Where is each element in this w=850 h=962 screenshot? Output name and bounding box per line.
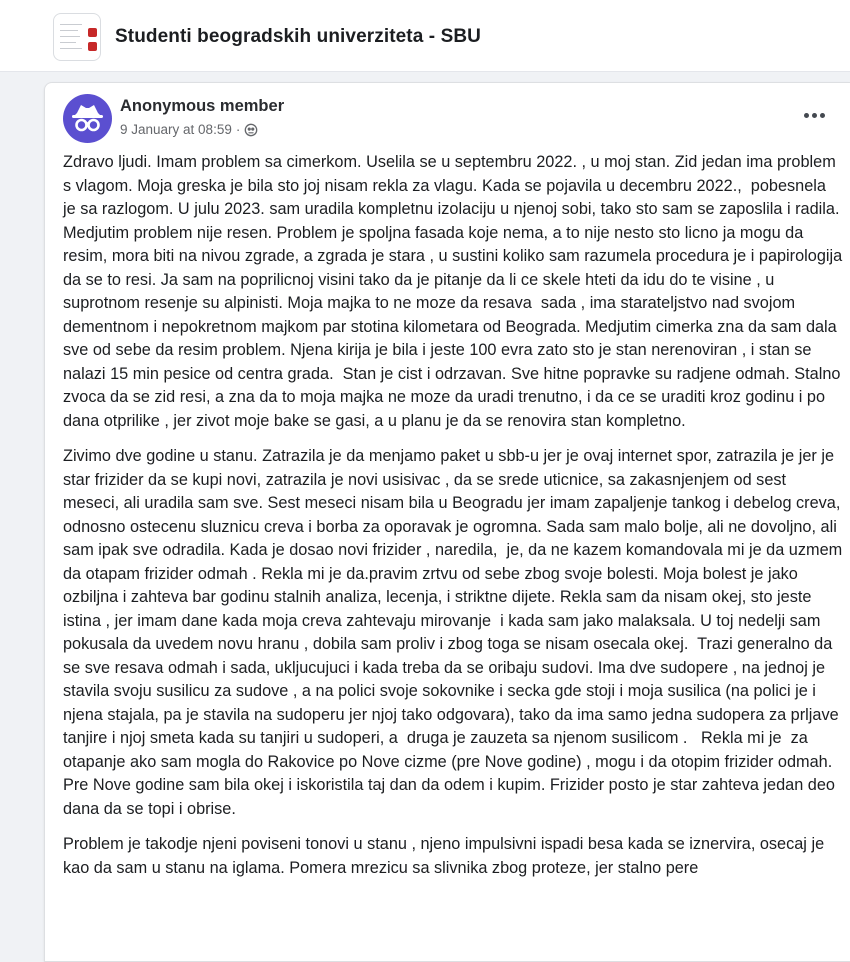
post-paragraph-1: Zdravo ljudi. Imam problem sa cimerkom. Uselila se u septembru 2022. , u moj stan. Zid jedan ima problem s vlagom. Moja greska je bila sto joj nisam rekla za vlagu. Kada se pojavila u decembru 2022., pobesnela je sa razlogom. U julu 2023. sam uradila kompletnu izolaciju u njenoj sobi, tako sto sam se zaposlila i radila. Medjutim problem nije resen. Problem je spoljna fasada koje nema, a to nije nesto sto licno ja mogu da resim, mora biti na nivou zgrade, a zgrada je stara , u sustini koliko sam razumela procedura je i papirologija da se to resi. Ja sam na poprilicnoj visini tako da je pitanje da li ce skele hteti da idu do te visine , u suprotnom resenje su alpinisti. Moja majka to ne moze da resava sada , ima starateljstvo nad svojom dementnom i nepokretnom majkom par stotina kilometara od Beograda. Medjutim cimerka zna da sam dala sve od sebe da resim problem. Njena kirija je bila i jeste 100 evra zato sto je stan nerenoviran , i stan se nalazi 15 min pesice od centra grada. Stan je cist i odrzavan. Sve hitne popravke su radjene odmah. Stalno zvoca da se zid resi, a zna da to moja majka ne moze da uradi trenutno, i da ce se uraditi kroz godinu i po dana otprilike , jer zivot moje bake se gasi, a u planu je da se renovira stan kompletno. <box>63 153 843 430</box>
globe-icon[interactable] <box>244 123 258 137</box>
anonymous-incognito-icon[interactable] <box>63 94 112 143</box>
group-cover-thumbnail[interactable] <box>53 13 101 61</box>
post-body <box>63 151 847 892</box>
meta-separator: · <box>235 122 241 137</box>
post-paragraph-3: Problem je takodje njeni poviseni tonovi u stanu , njeno impulsivni ispadi besa kada se iznervira, osecaj je kao da sam u stanu na iglama. Pomera mrezicu sa slivnika zbog proteze, jer stalno pere <box>63 835 829 877</box>
post-timestamp[interactable]: 9 January at 08:59 <box>120 122 232 137</box>
group-name[interactable]: Studenti beogradskih univerziteta - SBU <box>115 26 482 47</box>
post-author[interactable]: Anonymous member <box>120 97 285 115</box>
post-meta <box>120 122 258 137</box>
post-paragraph-2: Zivimo dve godine u stanu. Zatrazila je da menjamo paket u sbb-u jer je ovaj internet spor, zatrazila je jer je star frizider da se kupi novi, zatrazila je novi usisivac , da se srede uticnice, sa zakasnjenjem od sest meseci, ali uradila sam sve. Sest meseci nisam bila u Beogradu jer imam zapaljenje tankog i debelog creva, odnosno ostecenu sluznicu creva i borba za oporavak je ogromna. Sada sam malo bolje, ali ne dovoljno, ali sam ipak sve odradila. Kada je dosao novi frizider , naredila, je, da ne kazem komandovala mi je da uzmem da otapam frizider odmah . Rekla mi je da.pravim zrtvu od sebe zbog svoje bolesti. Moja bolest je jako ozbiljna i zahteva bar godinu stalnih analiza, lecenja, i striktne dijete. Rekla sam da nisam okej, sto jeste istina , jer imam dane kada moja creva zahtevaju mirovanje i kada sam jako malaksala. U toj nedelji sam pokusala da uvedem novu hranu , dobila sam proliv i zbog toga se nisam osecala okej. Trazi generalno da se sve resava odmah i sada, ukljucujuci i kada treba da se oribaju sudovi. Ima dve sudopere , na jednoj je stavila svoju susilicu za sudove , a na polici svoje sokovnike i secka gde stoji i moja susilica (na polici je i njena stajala, pa je stavila na sudoperu jer njoj tako odgovara), tako da ima samo jedna sudopera za prljave tanjire i njoj smeta kada su tanjiri u sudoperi, a druga je zauzeta sa njenom susilicom . Rekla mi je za otapanje ako sam mogla do Rakovice po Nove cizme (pre Nove godine) , mogu i da otopim frizider odmah. Pre Nove godine sam bila okej i iskoristila taj dan da odem i kupim. Frizider posto je star zahteva jedan deo dana da se topi i obrise. <box>63 447 847 818</box>
group-header <box>0 0 850 72</box>
post-card <box>44 82 850 962</box>
more-options-icon[interactable] <box>800 103 828 127</box>
